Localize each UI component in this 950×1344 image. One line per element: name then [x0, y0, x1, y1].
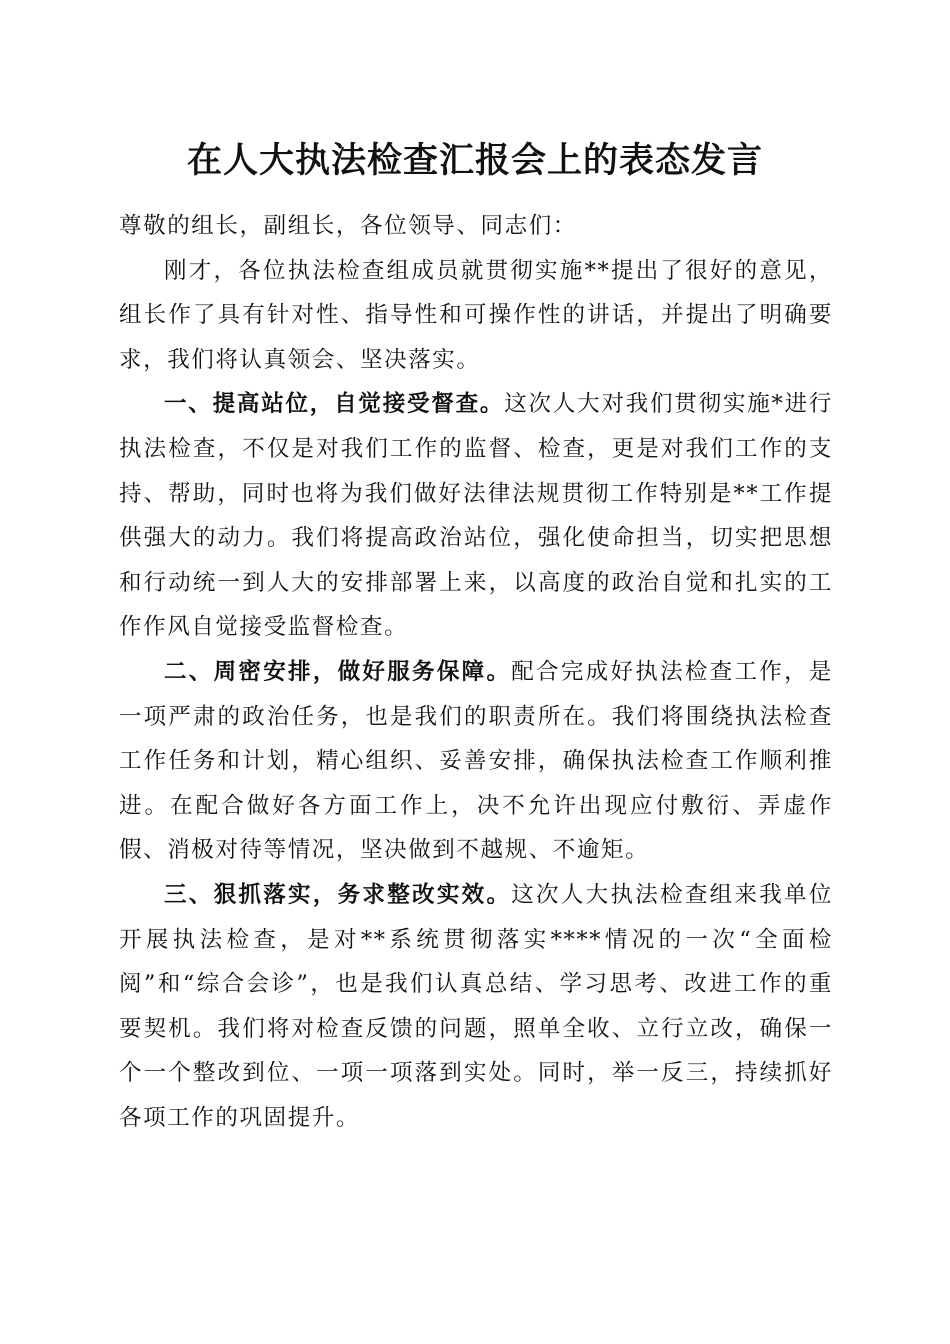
- document-title: 在人大执法检查汇报会上的表态发言: [186, 140, 763, 181]
- section-1-paragraph: [119, 382, 833, 650]
- salutation: 尊敬的组长，副组长，各位领导、同志们：: [119, 213, 577, 239]
- section-3-heading: 三、狠抓落实，务求整改实效。: [164, 881, 512, 908]
- document-body: [119, 204, 833, 1140]
- section-3-body: 这次人大执法检查组来我单位开展执法检查，是对**系统贯彻落实****情况的一次“全面检阅”和“综合会诊”，也是我们认真总结、学习思考、改进工作的重要契机。我们将对检查反馈的问题，照单全收、立行立改，确保一个一个整改到位、一项一项落到实处。同时，举一反三，持续抓好各项工作的巩固提升。: [119, 881, 833, 1131]
- intro-paragraph: 刚才，各位执法检查组成员就贯彻实施**提出了很好的意见，组长作了具有针对性、指导性和可操作性的讲话，并提出了明确要求，我们将认真领会、坚决落实。: [119, 257, 833, 373]
- section-2-paragraph: [119, 650, 833, 873]
- section-2-body: 配合完成好执法检查工作，是一项严肃的政治任务，也是我们的职责所在。我们将围绕执法检查工作任务和计划，精心组织、妥善安排，确保执法检查工作顺利推进。在配合做好各方面工作上，决不允许出现应付敷衍、弄虚作假、消极对待等情况，坚决做到不越规、不逾矩。: [119, 658, 833, 864]
- section-3-paragraph: [119, 873, 833, 1141]
- section-2-heading: 二、周密安排，做好服务保障。: [164, 658, 512, 685]
- section-1-body: 这次人大对我们贯彻实施*进行执法检查，不仅是对我们工作的监督、检查，更是对我们工作的支持、帮助，同时也将为我们做好法律法规贯彻工作特别是**工作提供强大的动力。我们将提高政治站位，强化使命担当，切实把思想和行动统一到人大的安排部署上来，以高度的政治自觉和扎实的工作作风自觉接受监督检查。: [119, 391, 834, 641]
- section-1-heading: 一、提高站位，自觉接受督查。: [164, 391, 505, 418]
